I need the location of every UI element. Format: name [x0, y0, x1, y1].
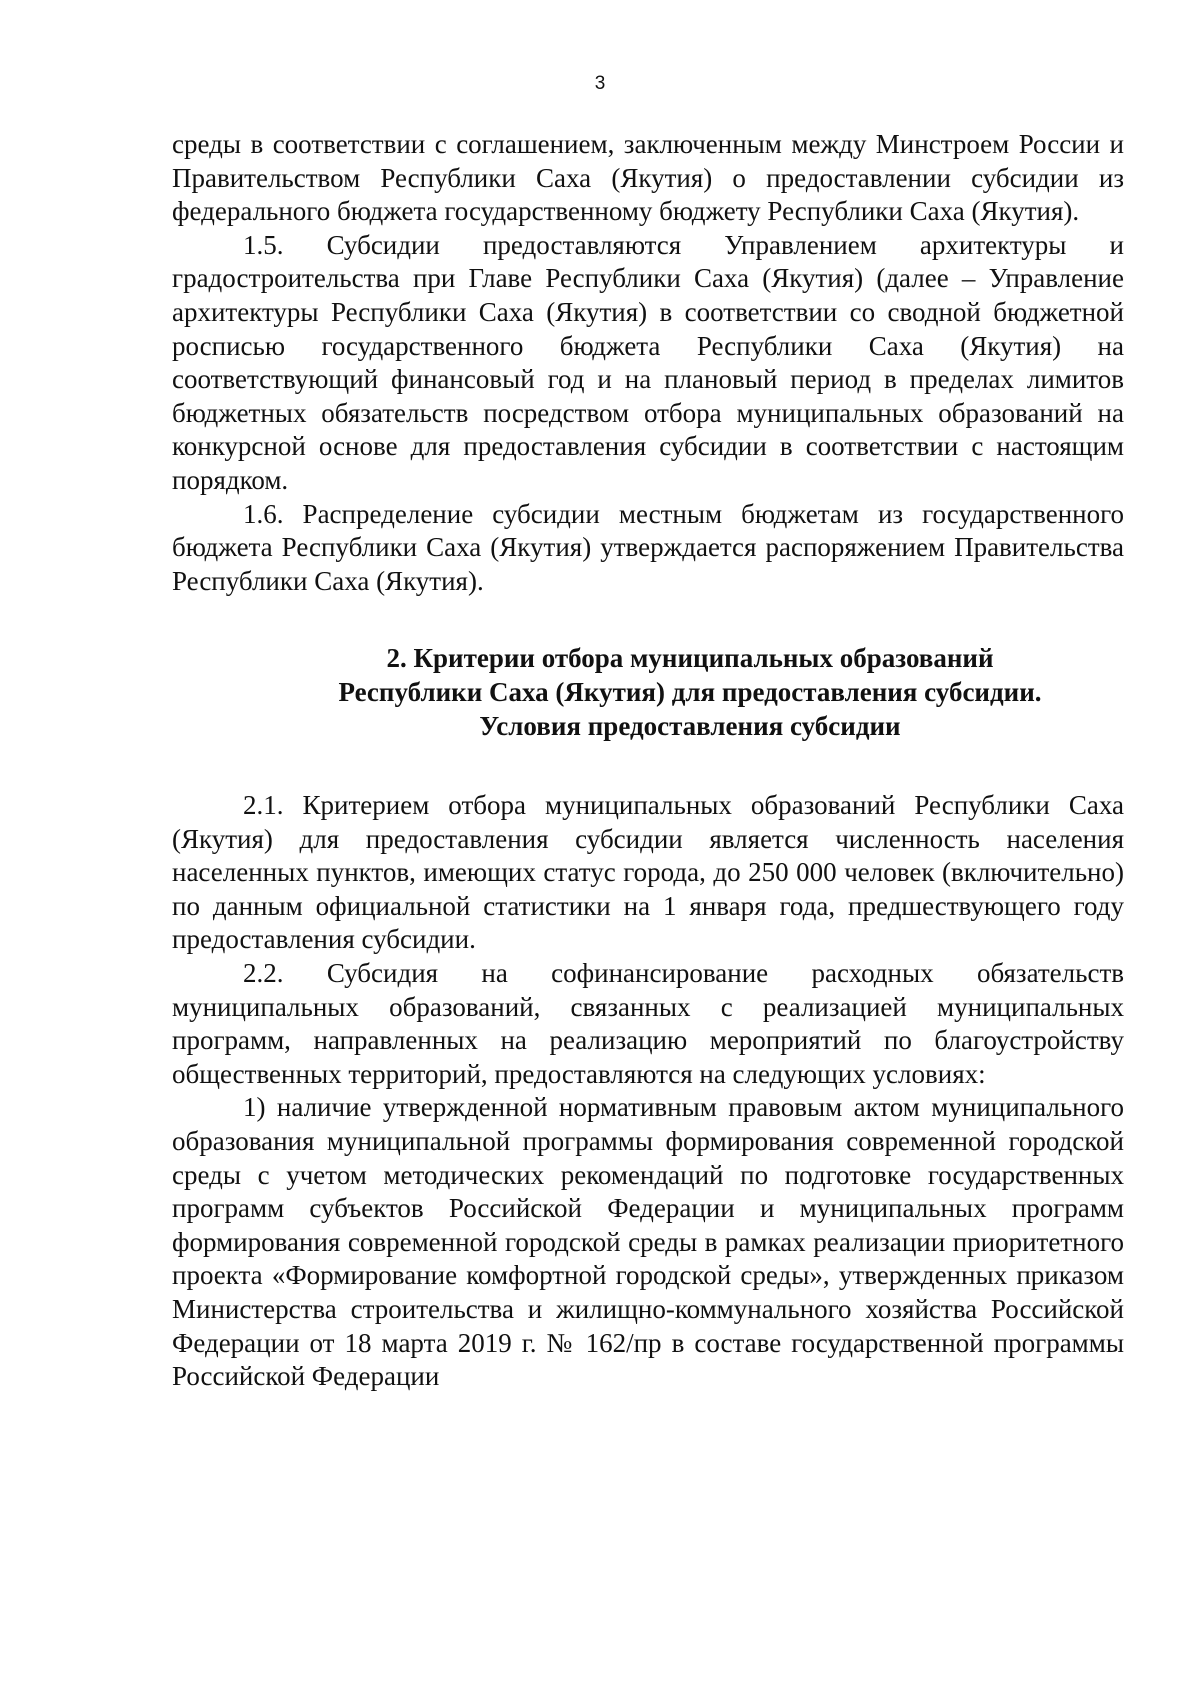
paragraph-2-1: 2.1. Критерием отбора муниципальных образований Республики Саха (Якутия) для предоставления субсидии является численность населения населенных пунктов, имеющих статус города, до 250 000 человек (включительно) по данным официальной статистики на 1 января года, предшествующего году предоставления субсидии. — [172, 790, 1124, 955]
page-number: 3 — [594, 73, 606, 94]
document-body — [172, 128, 1124, 1394]
paragraph-1-6: 1.6. Распределение субсидии местным бюджетам из государственного бюджета Республики Саха (Якутия) утверждается распоряжением Правительства Республики Саха (Якутия). — [172, 498, 1124, 596]
section-heading-line-3: Условия предоставления субсидии — [479, 710, 901, 741]
paragraph-1-5: 1.5. Субсидии предоставляются Управлением архитектуры и градостроительства при Главе Республики Саха (Якутия) (далее – Управление архитектуры Республики Саха (Якутия) в соответствии со сводной бюджетной росписью государственного бюджета Республики Саха (Якутия) на соответствующий финансовый год и на плановый период в пределах лимитов бюджетных обязательств посредством отбора муниципальных образований на конкурсной основе для предоставления субсидии в соответствии с настоящим порядком. — [172, 229, 1124, 495]
paragraph-continuation: среды в соответствии с соглашением, заключенным между Минстроем России и Правительством Республики Саха (Якутия) о предоставлении субсидии из федерального бюджета государственному бюджету Республики Саха (Якутия). — [172, 129, 1124, 227]
section-heading — [172, 642, 1124, 743]
paragraph-2-2: 2.2. Субсидия на софинансирование расходных обязательств муниципальных образований, связанных с реализацией муниципальных программ, направленных на реализацию мероприятий по благоустройству общественных территорий, предоставляются на следующих условиях: — [172, 958, 1124, 1089]
paragraph-2-2-item-1: 1) наличие утвержденной нормативным правовым актом муниципального образования муниципальной программы формирования современной городской среды с учетом методических рекомендаций по подготовке государственных программ субъектов Российской Федерации и муниципальных программ формирования современной городской среды в рамках реализации приоритетного проекта «Формирование комфортной городской среды», утвержденных приказом Министерства строительства и жилищно-коммунального хозяйства Российской Федерации от 18 марта 2019 г. № 162/пр в составе государственной программы Российской Федерации — [172, 1092, 1124, 1392]
section-heading-line-2: Республики Саха (Якутия) для предоставления субсидии. — [338, 676, 1042, 707]
section-heading-line-1: 2. Критерии отбора муниципальных образований — [386, 643, 994, 674]
